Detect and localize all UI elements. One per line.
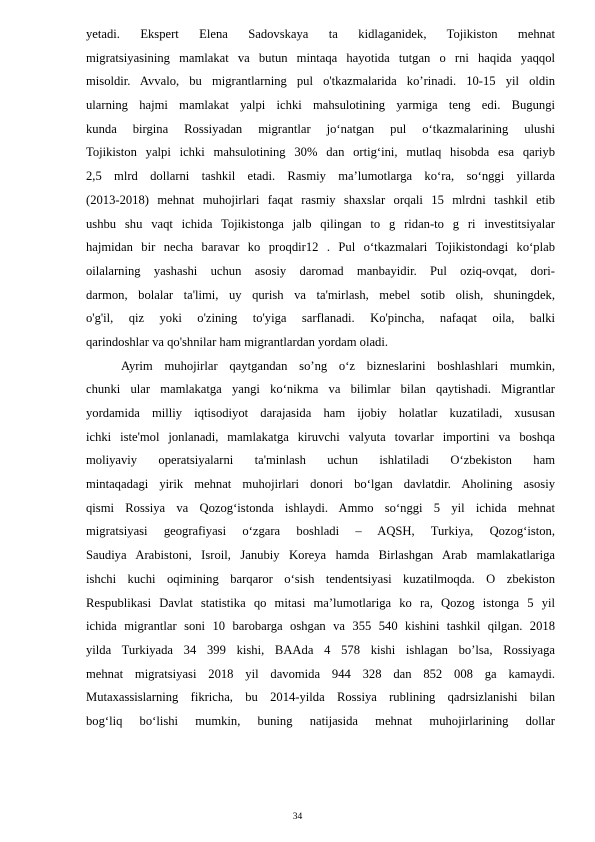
text-line: yordamida milliy iqtisodiyot darajasida ham ijobiy holatlar kuzatiladi, xususan [86, 406, 555, 420]
text-line: Saudiya Arabistoni, Isroil, Janubiy Koreya hamda Birlashgan Arab mamlakatlariga [86, 548, 555, 563]
text-line: chunki ular mamlakatga yangi ko‘nikma va bilimlar bilan qaytishadi. Migrantlar [86, 382, 555, 397]
text-line: ishchi kuchi oqimining barqaror o‘sish tendentsiyasi kuzatilmoqda. O zbekiston [86, 571, 555, 586]
text-line: (2013-2018) mehnat muhojirlari faqat rasmiy shaxslar orqali 15 mlrdni tashkil etib [86, 192, 555, 207]
text-line: ushbu shu vaqt ichida Tojikistonga jalb qilingan to g ridan-to g ri investitsiyalar [86, 216, 555, 231]
text-line: qismi Rossiya va Qozog‘istonda ishlaydi. Ammo so‘nggi 5 yil ichida mehnat [86, 500, 555, 515]
text-line: 2,5 mlrd dollarni tashkil etadi. Rasmiy ma’lumotlarga ko‘ra, so‘nggi yillarda [86, 169, 555, 184]
text-line: Respublikasi Davlat statistika qo mitasi ma’lumotlariga ko ra, Qozog istonga 5 yil [86, 595, 555, 610]
text-line: Mutaxassislarning fikricha, bu 2014-yilda Rossiya rublining qadrsizlanishi bilan [86, 690, 555, 705]
text-line: yetadi. Ekspert Elena Sadovskaya ta kidlaganidek, Tojikiston mehnat [86, 27, 555, 41]
text-line: ichki iste'mol jonlanadi, mamlakatga kiruvchi valyuta tovarlar importini va boshqa [86, 429, 555, 444]
text-line: yilda Turkiyada 34 399 kishi, BAAda 4 578 kishi ishlagan bo’lsa, Rossiyaga [86, 642, 555, 657]
text-line: mehnat migratsiyasi 2018 yil davomida 944 328 dan 852 008 ga kamaydi. [86, 666, 555, 681]
text-line: ichida migrantlar soni 10 barobarga oshgan va 355 540 kishini tashkil qilgan. 2018 [86, 619, 555, 634]
text-line: oilalarning yashashi uchun asosiy daromad manbayidir. Pul oziq-ovqat, dori- [86, 263, 555, 278]
text-line: hajmidan bir necha baravar ko proqdir12 . Pul o‘tkazmalari Tojikistondagi ko‘plab [86, 240, 555, 255]
text-line: o'g'il, qiz yoki o'zining to'yiga sarflanadi. Ko'pincha, nafaqat oila, balki [86, 311, 555, 326]
text-line: migratsiyasining mamlakat va butun mintaqa hayotida tutgan o rni haqida yaqqol [86, 50, 555, 65]
text-line: darmon, bolalar ta'limi, uy qurish va ta'mirlash, mebel sotib olish, shuningdek, [86, 287, 555, 302]
text-line: ularning hajmi mamlakat yalpi ichki mahsulotining yarmiga teng edi. Bugungi [86, 98, 555, 113]
text-line: misoldir. Avvalo, bu migrantlarning pul o'tkazmalarida ko’rinadi. 10-15 yil oldin [86, 74, 555, 89]
body-text [86, 23, 555, 734]
text-line: bog‘liq bo‘lishi mumkin, buning natijasida mehnat muhojirlarining dollar [86, 713, 555, 728]
text-line: moliyaviy operatsiyalarni ta'minlash uchun ishlatiladi O‘zbekiston ham [86, 453, 555, 468]
text-line: Tojikiston yalpi ichki mahsulotining 30% dan ortig‘ini, mutlaq hisobda esa qariyb [86, 145, 555, 160]
page-number: 34 [292, 812, 303, 822]
paragraph-first-line: Ayrim muhojirlar qaytgandan so’ng o‘z bizneslarini boshlashlari mumkin, [121, 358, 555, 373]
text-line: kunda birgina Rossiyadan migrantlar jo‘natgan pul o‘tkazmalarining ulushi [86, 121, 555, 136]
text-line: migratsiyasi geografiyasi o‘zgara boshladi – AQSH, Turkiya, Qozog‘iston, [86, 524, 555, 539]
paragraph-last-line: qarindoshlar va qo'shnilar ham migrantlardan yordam oladi. [86, 334, 388, 349]
text-line: mintaqadagi yirik mehnat muhojirlari donori bo‘lgan davlatdir. Aholining asosiy [86, 477, 555, 492]
